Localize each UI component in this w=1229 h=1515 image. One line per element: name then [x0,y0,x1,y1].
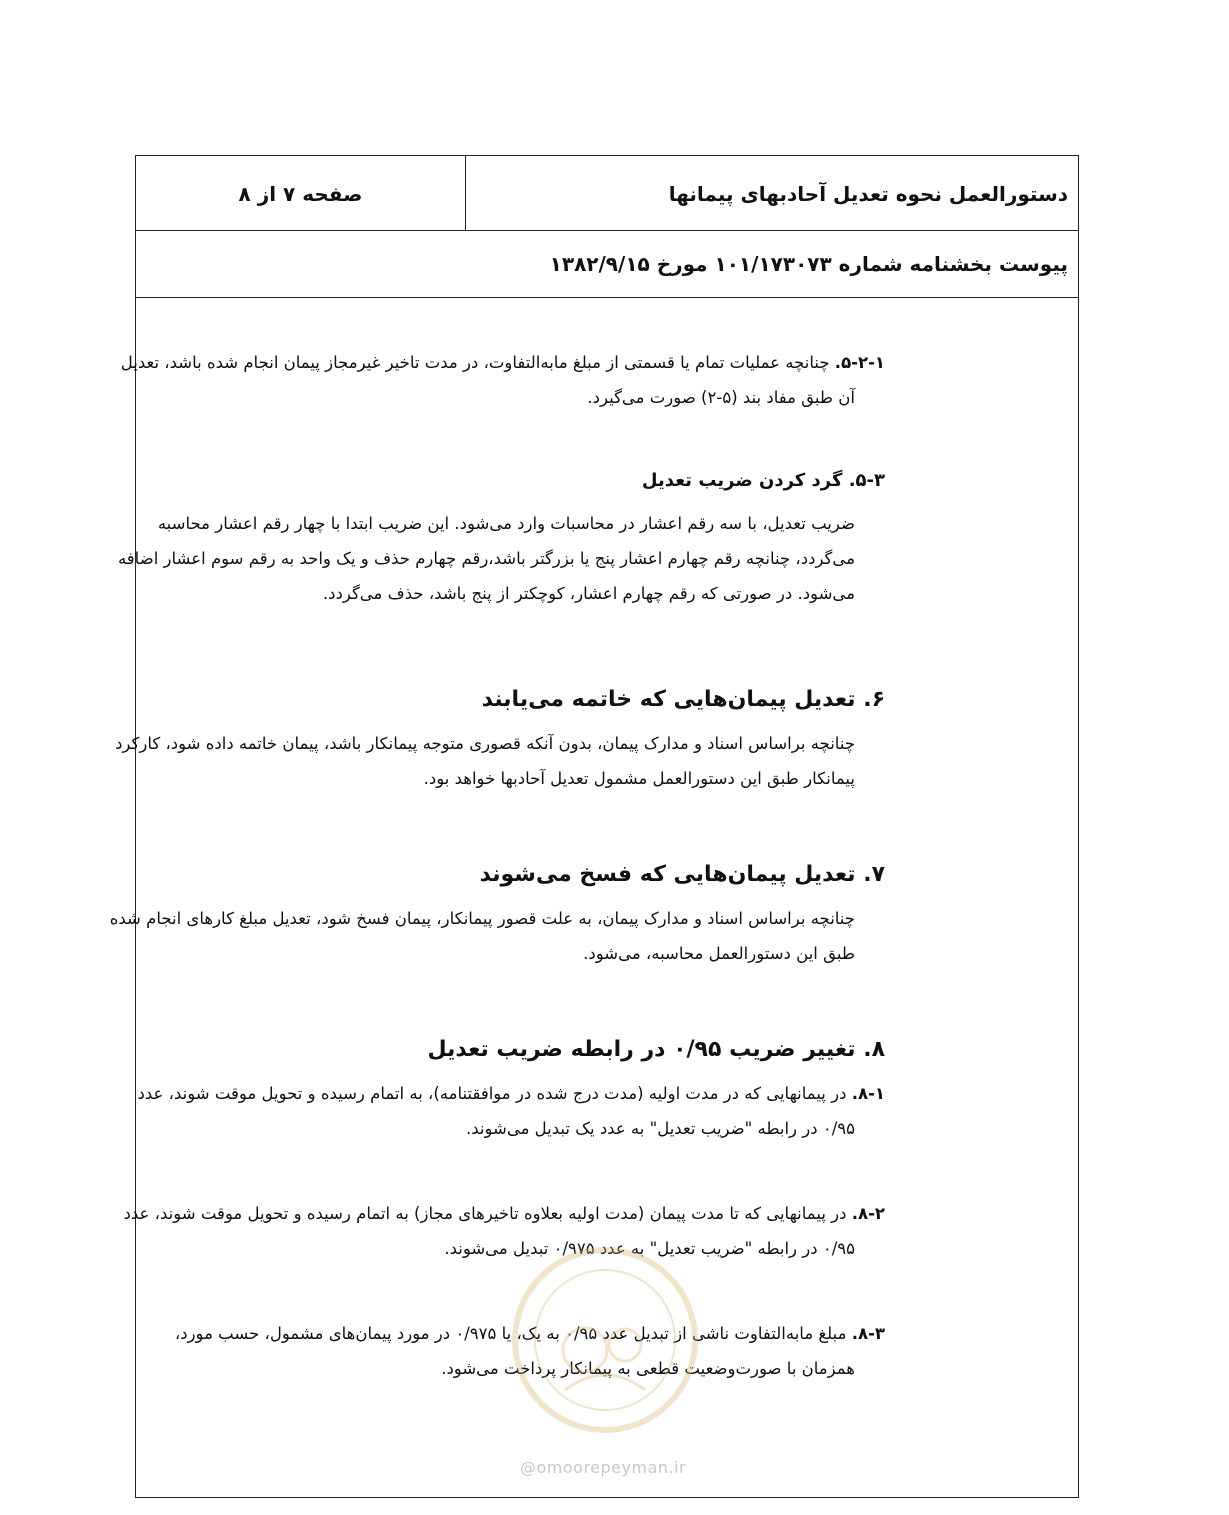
clause-5-2-1-line1: ۵-۲-۱. چنانچه عملیات تمام یا قسمتی از مبلغ مابه‌التفاوت، در مدت تاخیر غیرمجاز پیمان انجام شده باشد، تعدیل [120,353,885,372]
clause-5-3-line3: می‌شود. در صورتی که رقم چهارم اعشار، کوچکتر از پنج باشد، حذف می‌گردد. [322,584,855,603]
clause-5-3-line1: ضریب تعدیل، با سه رقم اعشار در محاسبات وارد می‌شود. این ضریب ابتدا با چهار رقم اعشار محاسبه [157,514,855,533]
section-6-line2: پیمانکار طبق این دستورالعمل مشمول تعدیل آحادبها خواهد بود. [423,769,855,788]
clause-number: ۵-۲-۱. [834,353,885,372]
section-6-heading: ۶. تعدیل پیمان‌هایی که خاتمه می‌یابند [481,687,885,712]
clause-number: ۸-۳. [851,1324,885,1343]
clause-8-1-line1: ۸-۱. در پیمانهایی که در مدت اولیه (مدت درج شده در موافقتنامه)، به اتمام رسیده و تحویل موقت شوند، عدد [137,1084,885,1103]
clause-5-3 [55,463,885,611]
watermark-site: @omoorepeyman.ir [520,1458,687,1477]
clause-8-2-line2: ۰/۹۵ در رابطه "ضریب تعدیل" به عدد ۰/۹۷۵ تبدیل می‌شوند. [444,1239,855,1258]
clause-8-1-line2: ۰/۹۵ در رابطه "ضریب تعدیل" به عدد یک تبدیل می‌شوند. [465,1119,855,1138]
section-6-line1: چنانچه براساس اسناد و مدارک پیمان، بدون آنکه قصوری متوجه پیمانکار باشد، پیمان خاتمه داده شود، کارکرد [115,734,855,753]
section-6 [55,680,885,796]
clause-5-2-1 [55,345,885,415]
section-8-heading: ۸. تغییر ضریب ۰/۹۵ در رابطه ضریب تعدیل [427,1037,885,1062]
clause-number: ۸-۱. [851,1084,885,1103]
section-7 [55,855,885,971]
section-7-line1: چنانچه براساس اسناد و مدارک پیمان، به علت قصور پیمانکار، پیمان فسخ شود، تعدیل مبلغ کارهای انجام شده [109,909,855,928]
clause-5-3-heading: ۵-۳. گرد کردن ضریب تعدیل [641,470,885,491]
section-8 [55,1030,885,1386]
attachment-reference: پیوست بخشنامه شماره ۱۰۱/۱۷۳۰۷۳ مورخ ۱۳۸۲/۹/۱۵ [136,231,1078,298]
clause-8-2-line1: ۸-۲. در پیمانهایی که تا مدت پیمان (مدت اولیه بعلاوه تاخیرهای مجاز) به اتمام رسیده و تحویل موقت شوند، عدد [123,1204,885,1223]
section-7-line2: طبق این دستورالعمل محاسبه، می‌شود. [583,944,855,963]
clause-8-3-line1: ۸-۳. مبلغ مابه‌التفاوت ناشی از تبدیل عدد ۰/۹۵ به یک، یا ۰/۹۷۵ در مورد پیمان‌های مشمول، حسب مورد، [174,1324,885,1343]
page-number: صفحه ۷ از ۸ [136,156,466,231]
clause-5-3-line2: می‌گردد، چنانچه رقم چهارم اعشار پنج یا بزرگتر باشد،رقم چهارم حذف و یک واحد به رقم سوم اعشار اضافه [117,549,855,568]
clause-8-3-line2: همزمان با صورت‌وضعیت قطعی به پیمانکار پرداخت می‌شود. [441,1359,855,1378]
document-title: دستورالعمل نحوه تعدیل آحادبهای پیمانها [668,181,1068,206]
watermark-seal [505,1240,705,1440]
clause-number: ۸-۲. [851,1204,885,1223]
section-7-heading: ۷. تعدیل پیمان‌هایی که فسخ می‌شوند [479,862,885,887]
document-header [136,156,1078,231]
clause-5-2-1-line2: آن طبق مفاد بند (۵-۲) صورت می‌گیرد. [587,388,855,407]
